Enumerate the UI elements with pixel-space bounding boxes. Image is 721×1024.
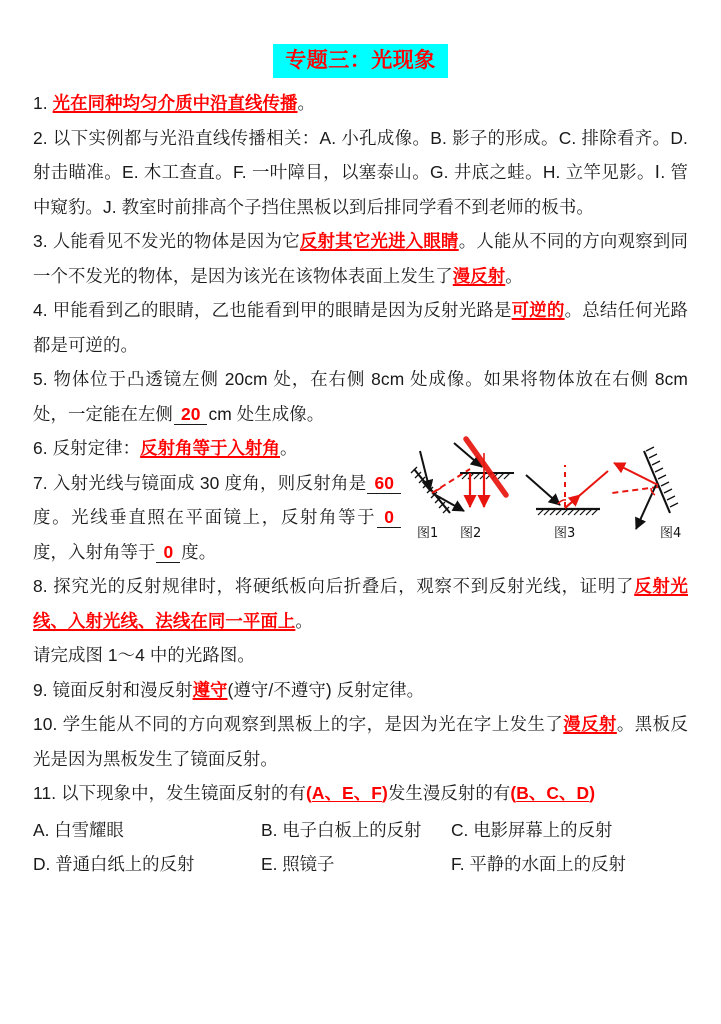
question-9-answer: 遵守 [192,679,228,700]
question-3-answer-1: 反射其它光进入眼睛 [299,231,459,251]
option-c: C. 电影屏幕上的反射 [451,819,613,840]
option-d: D. 普通白纸上的反射 [33,854,195,874]
figure-4-group [612,447,681,541]
options-row-2 [33,847,688,882]
figure-2-group [454,439,514,541]
options-row-1 [33,813,688,848]
optics-figures-svg [408,433,688,545]
question-1-answer: 光在同种均匀介质中沿直线传播 [52,93,298,113]
page-title-wrapper [33,0,688,86]
question-5 [33,362,688,431]
question-1-number: 1. [33,93,48,113]
question-6-tail: 。 [280,438,298,458]
question-10 [33,707,688,776]
question-11-lead: 11. 以下现象中，发生镜面反射的有 [33,783,306,803]
option-f: F. 平静的水面上的反射 [451,854,626,874]
question-5-tail: cm 处生成像。 [208,403,325,424]
options-list [33,813,688,882]
question-8-answer: 反射光线、入射光线、法线在同一平面上 [33,576,688,631]
question-7-blank-3[interactable]: 0 [156,542,180,563]
question-3-lead: 3. 人能看见不发光的物体是因为它 [33,231,300,251]
question-7-blank-1[interactable]: 60 [367,473,401,494]
figure-3-label: 图3 [554,526,576,541]
optics-figures [408,433,688,545]
question-10-tail: 。黑板反光是因为黑板发生了镜面反射。 [33,714,688,769]
question-11 [33,776,688,811]
question-7-mid-1: 度。光线垂直照在平面镜上，反射角等于 [33,507,377,527]
question-11-mid: 发生漫反射的有 [387,783,511,803]
option-a: A. 白雪耀眼 [33,819,124,840]
option-b: B. 电子白板上的反射 [261,819,422,840]
question-4-tail: 。总结任何光路都是可逆的。 [33,300,688,355]
question-11-paren-close-1: ) [381,783,388,803]
question-8-tail: 。 [295,610,313,631]
question-7-blank-2[interactable]: 0 [377,507,401,528]
question-1 [33,86,688,121]
figure-4-label: 图4 [660,526,682,541]
question-11-answer-1: A、E、F [311,783,382,803]
question-6-answer: 反射角等于入射角 [140,438,281,458]
question-11-paren-open-2: ( [510,783,517,803]
question-7-lead: 7. 入射光线与镜面成 30 度角，则反射角是 [33,472,367,493]
question-1-tail: 。 [297,93,316,113]
figure-instruction: 请完成图 1～4 中的光路图。 [33,645,255,665]
question-10-lead: 10. 学生能从不同的方向观察到黑板上的字，是因为光在字上发生了 [33,714,564,734]
question-11-paren-open-1: ( [306,783,312,803]
question-3-mid: 。人能从不同的方向观察到同一个不发光的物体，是因为该光在该物体表面上发生了 [33,231,688,286]
question-10-answer: 漫反射 [563,714,617,734]
question-3-answer-2: 漫反射 [452,265,506,286]
question-3 [33,224,688,293]
question-4-lead: 4. 甲能看到乙的眼睛，乙也能看到甲的眼睛是因为反射光路是 [33,300,512,320]
question-11-paren-close-2: ) [589,783,596,803]
question-9-tail: (遵守/不遵守) 反射定律。 [227,679,425,700]
figure-1-label: 图1 [417,526,439,541]
question-9 [33,673,688,708]
question-4-answer: 可逆的 [511,300,565,320]
figure-3-group [526,465,608,541]
question-6-lead: 6. 反射定律： [33,438,141,458]
figure-2-label: 图2 [460,526,482,541]
question-7-mid-2: 度，入射角等于 [33,541,156,562]
question-7-tail: 度。 [181,541,217,562]
question-2: 2. 以下实例都与光沿直线传播相关：A. 小孔成像。B. 影子的形成。C. 排除看齐。D. 射击瞄准。E. 木工查直。F. 一叶障目，以塞泰山。G. 井底之蛙。H. 立竿见影。Ⅰ. 管中窥豹。J. 教室时前排高个子挡住黑板以到后排同学看不到老师的板书。 [33,127,688,217]
question-11-answer-2: B、C、D [516,783,590,803]
question-4 [33,293,688,362]
question-9-lead: 9. 镜面反射和漫反射 [33,679,193,700]
option-e: E. 照镜子 [261,854,335,874]
page-title: 专题三：光现象 [273,44,448,78]
question-8 [33,569,688,638]
question-5-blank[interactable]: 20 [174,404,208,425]
question-3-tail: 。 [505,265,523,286]
question-8-lead: 8. 探究光的反射规律时，将硬纸板向后折叠后，观察不到反射光线，证明了 [33,576,635,596]
question-5-lead: 5. 物体位于凸透镜左侧 20cm 处，在右侧 8cm 处成像。如果将物体放在右侧 8cm 处，一定能在左侧 [33,369,688,424]
